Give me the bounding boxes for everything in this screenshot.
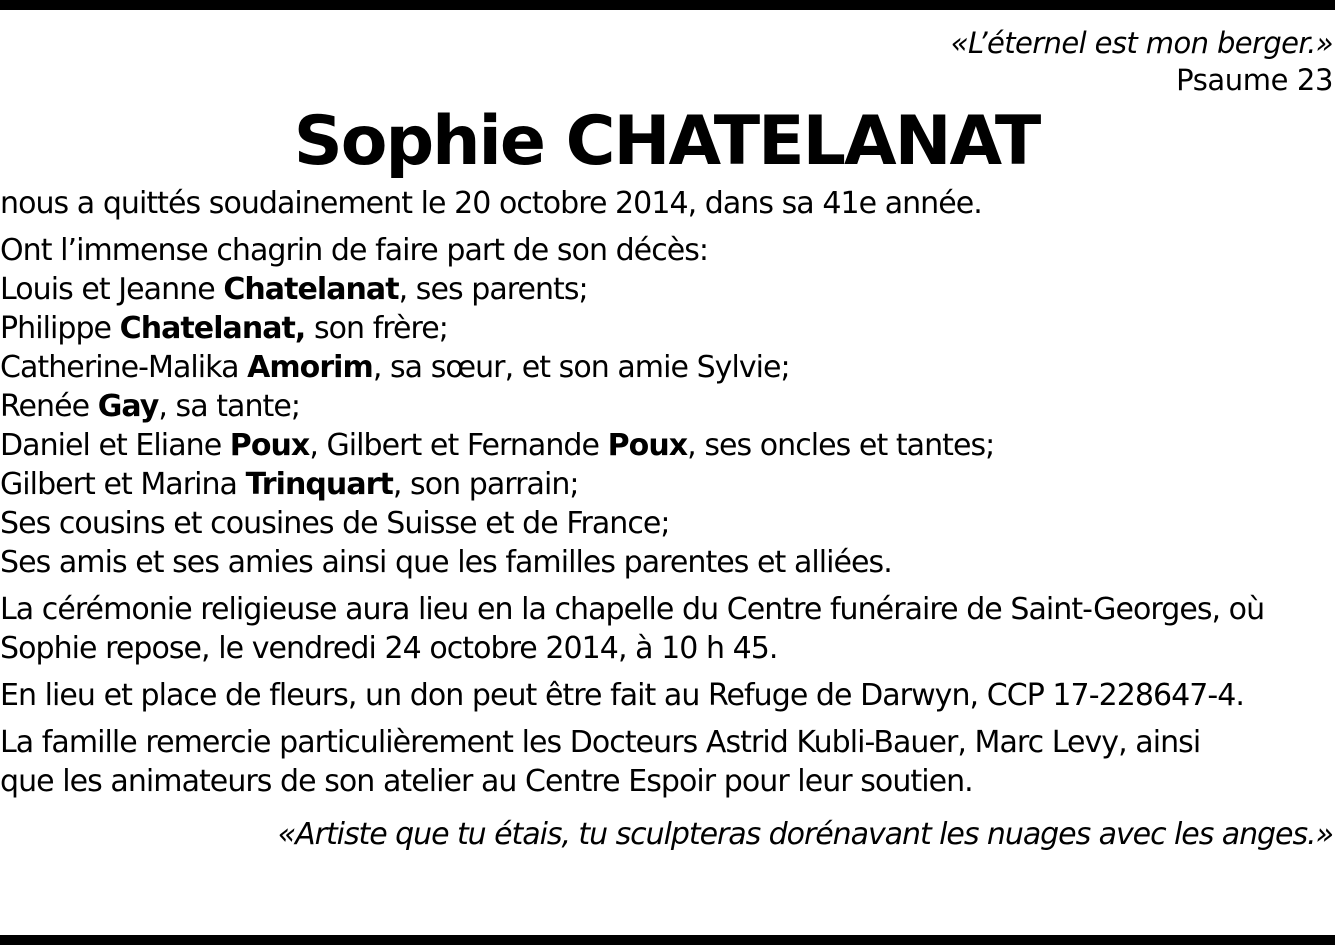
family-line-pre: Catherine-Malika (0, 350, 248, 385)
ceremony-line: Sophie repose, le vendredi 24 octobre 2014, à 10 h 45. (0, 631, 778, 666)
family-line-pre: Gilbert et Marina (0, 467, 246, 502)
thanks-paragraph (0, 723, 1333, 801)
epigraph-reference: Psaume 23 (1176, 63, 1333, 97)
family-line-post: , sa sœur, et son amie Sylvie; (372, 350, 790, 385)
family-surname: Poux (607, 428, 688, 463)
family-line-parents (0, 270, 1333, 309)
family-line-brother (0, 309, 1333, 348)
family-intro: Ont l’immense chagrin de faire part de son décès: (0, 233, 709, 268)
family-line-godfather (0, 465, 1333, 504)
donation-paragraph (0, 676, 1333, 715)
closing-quote: «Artiste que tu étais, tu sculpteras dorénavant les nuages avec les anges.» (277, 817, 1333, 852)
ceremony-paragraph (0, 590, 1333, 668)
family-surname: Chatelanat, (119, 311, 306, 346)
ceremony-line: La cérémonie religieuse aura lieu en la chapelle du Centre funéraire de Saint-Georges, où (0, 592, 1265, 627)
family-line-friends: Ses amis et ses amies ainsi que les familles parentes et alliées. (0, 545, 892, 580)
family-line-pre: Philippe (0, 311, 120, 346)
family-line-post: , ses parents; (398, 272, 588, 307)
family-surname: Poux (229, 428, 310, 463)
family-line-pre: Daniel et Eliane (0, 428, 230, 463)
family-line-post: , ses oncles et tantes; (687, 428, 995, 463)
deceased-name: Sophie CHATELANAT (293, 102, 1040, 181)
obituary-notice (0, 24, 1333, 854)
family-block (0, 231, 1333, 582)
family-surname: Amorim (247, 350, 373, 385)
family-line-post: , son parrain; (392, 467, 579, 502)
family-line-pre: Louis et Jeanne (0, 272, 224, 307)
thanks-line: que les animateurs de son atelier au Centre Espoir pour leur soutien. (0, 764, 973, 799)
epigraph-quote: «L’éternel est mon berger.» (950, 26, 1333, 60)
thanks-line: La famille remercie particulièrement les Docteurs Astrid Kubli-Bauer, Marc Levy, ainsi (0, 725, 1201, 760)
family-line-aunt (0, 387, 1333, 426)
top-border-rule (0, 0, 1335, 10)
family-surname: Chatelanat (223, 272, 399, 307)
announcement-line: nous a quittés soudainement le 20 octobre 2014, dans sa 41e année. (0, 186, 982, 221)
family-surname: Trinquart (245, 467, 393, 502)
donation-line: En lieu et place de fleurs, un don peut être fait au Refuge de Darwyn, CCP 17-228647-4. (0, 678, 1244, 713)
bottom-border-rule (0, 935, 1335, 945)
family-line-post: , sa tante; (158, 389, 301, 424)
family-line-cousins: Ses cousins et cousines de Suisse et de France; (0, 506, 670, 541)
family-line-post: son frère; (305, 311, 448, 346)
family-line-mid: , Gilbert et Fernande (309, 428, 608, 463)
family-line-sister (0, 348, 1333, 387)
family-surname: Gay (97, 389, 159, 424)
family-line-pre: Renée (0, 389, 98, 424)
family-line-uncles-aunts (0, 426, 1333, 465)
